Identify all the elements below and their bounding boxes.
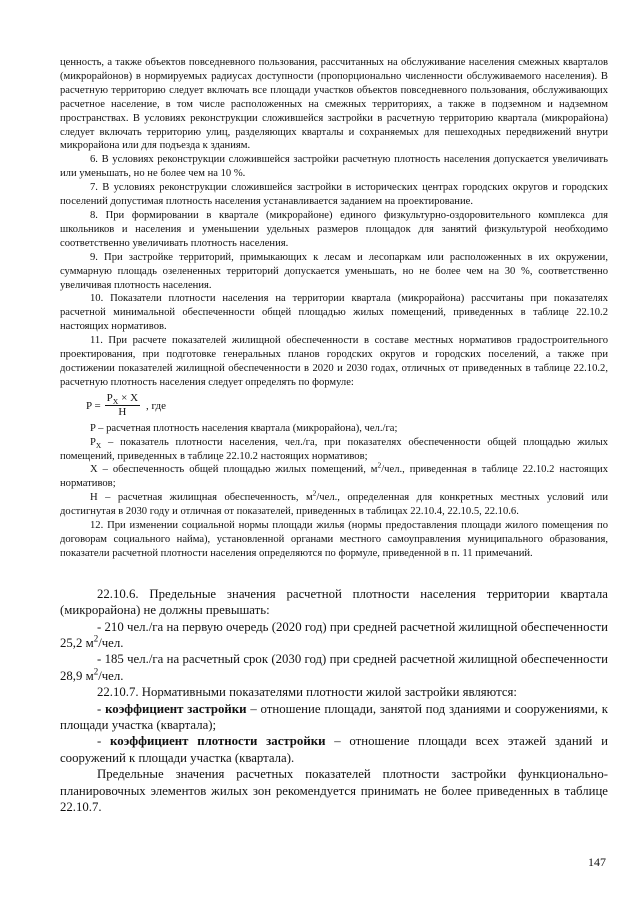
note-12: 12. При изменении социальной нормы площади жилья (нормы предоставления площади жилого помещения по договорам социального найма), установленной органами местного самоуправления муниципального образования, показатели расчетной плотности населения определяются по формуле, приведенной в п. 11 примечаний. [60, 520, 608, 559]
document-page [60, 56, 608, 816]
formula-lhs: P = [86, 399, 101, 412]
definition-h: H – расчетная жилищная обеспеченность, $м^2$/чел., определенная для конкретных местных условий или достигнутая в 2030 году и отличная от показателей, приведенных в таблицах 22.10.4, 22.10.5, 22.10.6. [60, 488, 608, 518]
clause-limit-values: Предельные значения расчетных показателей плотности застройки функционально-планировочных элементов жилых зон рекомендуется принимать не более приведенных в таблице 22.10.7. [60, 767, 608, 815]
definition-floor-area-ratio: - коэффициент плотности застройки – отношение площади всех этажей зданий и сооружений к площади участка (квартала). [60, 734, 608, 765]
clause-2030-density: - 185 чел./га на расчетный срок (2030 год) при средней расчетной жилищной обеспеченности 28,9 $м^2$/чел. [60, 652, 608, 683]
note-11: 11. При расчете показателей жилищной обеспеченности в составе местных нормативов градостроительного проектирования, при подготовке генеральных планов городских округов и городских поселений, а также при достижении показателей жилищной обеспеченности в 2020 и 2030 годах, отличных от приведенных в таблице 22.10.2, расчетную плотность населения следует определять по формуле: [60, 335, 608, 388]
page-number: 147 [588, 855, 606, 869]
main-section [60, 586, 608, 816]
clause-22-10-7: 22.10.7. Нормативными показателями плотности жилой застройки являются: [97, 685, 517, 700]
notes-section [60, 56, 608, 561]
clause-22-10-6: 22.10.6. Предельные значения расчетной плотности населения территории квартала (микрорайона) не должны превышать: [60, 586, 608, 618]
definition-building-coverage: - коэффициент застройки – отношение площади, занятой под зданиями и сооружениями, к площади участка (квартала); [60, 701, 608, 733]
section-gap [60, 561, 608, 586]
clause-2020-density: - 210 чел./га на первую очередь (2020 год) при средней расчетной жилищной обеспеченности 25,2 $м^2$/чел. [60, 619, 608, 651]
formula-fraction [105, 392, 140, 419]
note-7: 7. В условиях реконструкции сложившейся застройки в исторических центрах городских округов и городских поселений допустимая плотность населения устанавливается заданием на проектирование. [60, 182, 608, 208]
definition-x: X – обеспеченность общей площадью жилых помещений, $м^2$/чел., приведенная в таблице 22.10.2 настоящих нормативов; [60, 460, 608, 490]
paragraph-intro: ценность, а также объектов повседневного пользования, рассчитанных на обслуживание населения смежных кварталов (микрорайонов) в нормируемых радиусах доступности (пропорционально численности обслуживаемого населения). В расчетную территорию следует включать все площади участков объектов повседневного пользования, обслуживающих расчетное население, в том числе расположенных на смежных территориях, а также в подземном и надземном пространствах. В условиях реконструкции сложившейся застройки в расчетную территорию квартала (микрорайона) следует включать территорию улиц, разделяющих кварталы и сохраняемых для пешеходных передвижений внутри микрорайона или для подъезда к зданиям. [60, 57, 608, 152]
definition-p: P – расчетная плотность населения квартала (микрорайона), чел./га; [90, 422, 398, 434]
formula-denominator: H [118, 406, 127, 419]
formula-numerator: $P_X \times X$ [106, 392, 139, 407]
note-8: 8. При формировании в квартале (микрорайоне) единого физкультурно-оздоровительного комплекса для школьников и населения и уменьшении удельных размеров площадок для занятий физкультурой необходимо соответственно увеличивать плотность населения. [60, 209, 608, 249]
density-formula [86, 391, 608, 421]
formula-tail: , где [146, 399, 166, 412]
definition-px: $P_X$ – показатель плотности населения, чел./га, при показателях обеспеченности общей площадью жилых помещений, приведенных в таблице 22.10.2 настоящих нормативов; [60, 436, 608, 462]
note-6: 6. В условиях реконструкции сложившейся застройки расчетную плотность населения допускается увеличивать или уменьшать, но не более чем на 10 %. [60, 154, 608, 180]
note-9: 9. При застройке территорий, примыкающих к лесам и лесопаркам или расположенных в их окружении, суммарную площадь озелененных территорий допускается уменьшать, но не более чем на 30 %, соответственно увеличивая плотность населения. [60, 251, 608, 291]
note-10: 10. Показатели плотности населения на территории квартала (микрорайона) рассчитаны при показателях расчетной минимальной обеспеченности общей площадью жилых помещений, приведенных в таблице 22.10.2 настоящих нормативов. [60, 293, 608, 333]
